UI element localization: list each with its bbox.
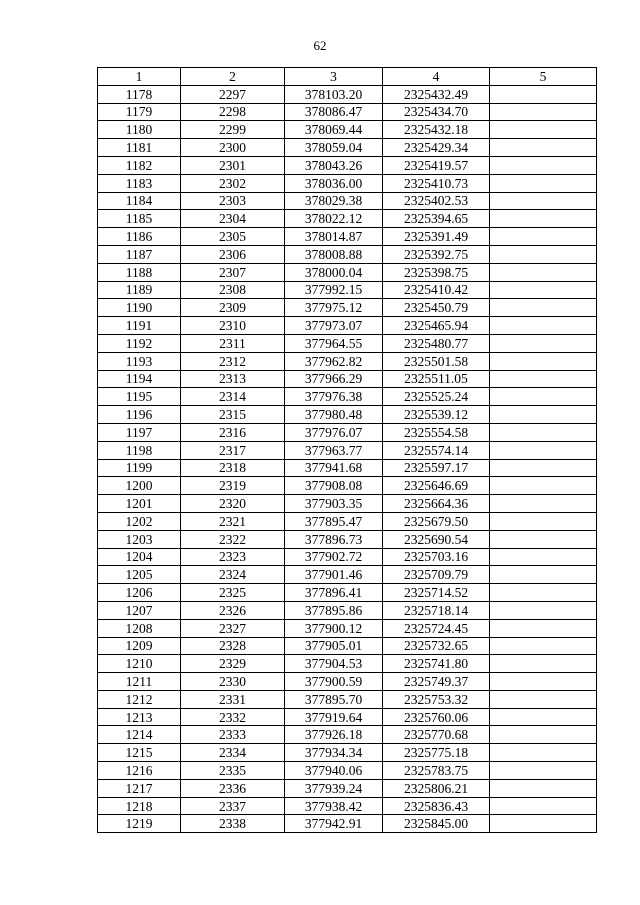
point-number-cell: 2305 <box>181 228 285 246</box>
point-index-cell: 1216 <box>98 762 181 780</box>
point-index-cell: 1202 <box>98 512 181 530</box>
point-number-cell: 2335 <box>181 762 285 780</box>
table-row <box>98 245 597 263</box>
x-coordinate-cell: 378022.12 <box>285 210 383 228</box>
y-coordinate-cell: 2325398.75 <box>383 263 490 281</box>
note-cell <box>490 548 597 566</box>
x-coordinate-cell: 377942.91 <box>285 815 383 833</box>
point-number-cell: 2317 <box>181 441 285 459</box>
point-index-cell: 1186 <box>98 228 181 246</box>
y-coordinate-cell: 2325741.80 <box>383 655 490 673</box>
y-coordinate-cell: 2325690.54 <box>383 530 490 548</box>
point-number-cell: 2331 <box>181 690 285 708</box>
point-index-cell: 1178 <box>98 85 181 103</box>
table-row <box>98 334 597 352</box>
y-coordinate-cell: 2325806.21 <box>383 779 490 797</box>
point-index-cell: 1203 <box>98 530 181 548</box>
note-cell <box>490 690 597 708</box>
point-number-cell: 2319 <box>181 477 285 495</box>
note-cell <box>490 762 597 780</box>
x-coordinate-cell: 377895.70 <box>285 690 383 708</box>
y-coordinate-cell: 2325709.79 <box>383 566 490 584</box>
x-coordinate-cell: 377919.64 <box>285 708 383 726</box>
x-coordinate-cell: 377938.42 <box>285 797 383 815</box>
table-row <box>98 459 597 477</box>
point-index-cell: 1201 <box>98 495 181 513</box>
table-header-row <box>98 68 597 86</box>
point-number-cell: 2318 <box>181 459 285 477</box>
y-coordinate-cell: 2325434.70 <box>383 103 490 121</box>
note-cell <box>490 281 597 299</box>
table-row <box>98 690 597 708</box>
note-cell <box>490 423 597 441</box>
point-number-cell: 2304 <box>181 210 285 228</box>
point-index-cell: 1184 <box>98 192 181 210</box>
point-number-cell: 2297 <box>181 85 285 103</box>
note-cell <box>490 441 597 459</box>
x-coordinate-cell: 377903.35 <box>285 495 383 513</box>
y-coordinate-cell: 2325501.58 <box>383 352 490 370</box>
x-coordinate-cell: 377962.82 <box>285 352 383 370</box>
column-header-4: 4 <box>383 68 490 86</box>
y-coordinate-cell: 2325429.34 <box>383 139 490 157</box>
x-coordinate-cell: 377900.59 <box>285 673 383 691</box>
note-cell <box>490 530 597 548</box>
point-number-cell: 2321 <box>181 512 285 530</box>
y-coordinate-cell: 2325511.05 <box>383 370 490 388</box>
point-number-cell: 2338 <box>181 815 285 833</box>
x-coordinate-cell: 378036.00 <box>285 174 383 192</box>
note-cell <box>490 673 597 691</box>
table-row <box>98 281 597 299</box>
y-coordinate-cell: 2325391.49 <box>383 228 490 246</box>
note-cell <box>490 156 597 174</box>
point-index-cell: 1200 <box>98 477 181 495</box>
y-coordinate-cell: 2325664.36 <box>383 495 490 513</box>
x-coordinate-cell: 377934.34 <box>285 744 383 762</box>
point-number-cell: 2322 <box>181 530 285 548</box>
point-number-cell: 2333 <box>181 726 285 744</box>
table-row <box>98 263 597 281</box>
y-coordinate-cell: 2325718.14 <box>383 601 490 619</box>
table-row <box>98 815 597 833</box>
note-cell <box>490 815 597 833</box>
table-row <box>98 156 597 174</box>
point-number-cell: 2306 <box>181 245 285 263</box>
point-index-cell: 1187 <box>98 245 181 263</box>
y-coordinate-cell: 2325480.77 <box>383 334 490 352</box>
note-cell <box>490 210 597 228</box>
note-cell <box>490 459 597 477</box>
x-coordinate-cell: 378069.44 <box>285 121 383 139</box>
table-row <box>98 744 597 762</box>
x-coordinate-cell: 377976.07 <box>285 423 383 441</box>
y-coordinate-cell: 2325574.14 <box>383 441 490 459</box>
point-index-cell: 1204 <box>98 548 181 566</box>
x-coordinate-cell: 377940.06 <box>285 762 383 780</box>
table-row <box>98 637 597 655</box>
point-index-cell: 1215 <box>98 744 181 762</box>
point-number-cell: 2327 <box>181 619 285 637</box>
point-index-cell: 1199 <box>98 459 181 477</box>
point-index-cell: 1212 <box>98 690 181 708</box>
table-row <box>98 406 597 424</box>
note-cell <box>490 174 597 192</box>
table-row <box>98 726 597 744</box>
table-row <box>98 530 597 548</box>
x-coordinate-cell: 378086.47 <box>285 103 383 121</box>
note-cell <box>490 637 597 655</box>
y-coordinate-cell: 2325753.32 <box>383 690 490 708</box>
table-row <box>98 299 597 317</box>
table-row <box>98 762 597 780</box>
point-index-cell: 1206 <box>98 584 181 602</box>
note-cell <box>490 263 597 281</box>
y-coordinate-cell: 2325432.49 <box>383 85 490 103</box>
point-index-cell: 1182 <box>98 156 181 174</box>
x-coordinate-cell: 377975.12 <box>285 299 383 317</box>
note-cell <box>490 477 597 495</box>
point-index-cell: 1205 <box>98 566 181 584</box>
table-row <box>98 174 597 192</box>
x-coordinate-cell: 377905.01 <box>285 637 383 655</box>
y-coordinate-cell: 2325554.58 <box>383 423 490 441</box>
y-coordinate-cell: 2325392.75 <box>383 245 490 263</box>
table-row <box>98 619 597 637</box>
point-number-cell: 2299 <box>181 121 285 139</box>
point-index-cell: 1189 <box>98 281 181 299</box>
point-number-cell: 2298 <box>181 103 285 121</box>
x-coordinate-cell: 377941.68 <box>285 459 383 477</box>
table-row <box>98 370 597 388</box>
note-cell <box>490 655 597 673</box>
table-row <box>98 210 597 228</box>
y-coordinate-cell: 2325394.65 <box>383 210 490 228</box>
note-cell <box>490 512 597 530</box>
note-cell <box>490 779 597 797</box>
note-cell <box>490 495 597 513</box>
point-number-cell: 2330 <box>181 673 285 691</box>
point-number-cell: 2337 <box>181 797 285 815</box>
point-index-cell: 1217 <box>98 779 181 797</box>
note-cell <box>490 388 597 406</box>
y-coordinate-cell: 2325525.24 <box>383 388 490 406</box>
y-coordinate-cell: 2325465.94 <box>383 317 490 335</box>
point-index-cell: 1192 <box>98 334 181 352</box>
table-row <box>98 548 597 566</box>
table-row <box>98 584 597 602</box>
table-row <box>98 352 597 370</box>
point-number-cell: 2334 <box>181 744 285 762</box>
x-coordinate-cell: 377973.07 <box>285 317 383 335</box>
y-coordinate-cell: 2325419.57 <box>383 156 490 174</box>
point-index-cell: 1210 <box>98 655 181 673</box>
x-coordinate-cell: 378008.88 <box>285 245 383 263</box>
point-index-cell: 1181 <box>98 139 181 157</box>
point-number-cell: 2303 <box>181 192 285 210</box>
point-number-cell: 2311 <box>181 334 285 352</box>
note-cell <box>490 601 597 619</box>
x-coordinate-cell: 377896.41 <box>285 584 383 602</box>
x-coordinate-cell: 378014.87 <box>285 228 383 246</box>
note-cell <box>490 228 597 246</box>
point-index-cell: 1190 <box>98 299 181 317</box>
table-row <box>98 477 597 495</box>
x-coordinate-cell: 378043.26 <box>285 156 383 174</box>
point-index-cell: 1197 <box>98 423 181 441</box>
y-coordinate-cell: 2325732.65 <box>383 637 490 655</box>
y-coordinate-cell: 2325724.45 <box>383 619 490 637</box>
point-number-cell: 2323 <box>181 548 285 566</box>
point-index-cell: 1179 <box>98 103 181 121</box>
y-coordinate-cell: 2325410.73 <box>383 174 490 192</box>
table-row <box>98 192 597 210</box>
y-coordinate-cell: 2325836.43 <box>383 797 490 815</box>
table-row <box>98 139 597 157</box>
note-cell <box>490 139 597 157</box>
x-coordinate-cell: 378059.04 <box>285 139 383 157</box>
note-cell <box>490 85 597 103</box>
table-row <box>98 228 597 246</box>
x-coordinate-cell: 377902.72 <box>285 548 383 566</box>
y-coordinate-cell: 2325402.53 <box>383 192 490 210</box>
note-cell <box>490 299 597 317</box>
point-number-cell: 2314 <box>181 388 285 406</box>
x-coordinate-cell: 378029.38 <box>285 192 383 210</box>
y-coordinate-cell: 2325679.50 <box>383 512 490 530</box>
note-cell <box>490 192 597 210</box>
coordinates-table <box>97 67 597 833</box>
note-cell <box>490 708 597 726</box>
point-index-cell: 1188 <box>98 263 181 281</box>
x-coordinate-cell: 377908.08 <box>285 477 383 495</box>
point-index-cell: 1198 <box>98 441 181 459</box>
point-index-cell: 1213 <box>98 708 181 726</box>
table-row <box>98 797 597 815</box>
x-coordinate-cell: 378000.04 <box>285 263 383 281</box>
point-index-cell: 1193 <box>98 352 181 370</box>
note-cell <box>490 406 597 424</box>
point-index-cell: 1207 <box>98 601 181 619</box>
point-index-cell: 1218 <box>98 797 181 815</box>
y-coordinate-cell: 2325703.16 <box>383 548 490 566</box>
table-row <box>98 423 597 441</box>
table-row <box>98 495 597 513</box>
point-number-cell: 2302 <box>181 174 285 192</box>
point-number-cell: 2309 <box>181 299 285 317</box>
point-number-cell: 2329 <box>181 655 285 673</box>
point-index-cell: 1196 <box>98 406 181 424</box>
y-coordinate-cell: 2325597.17 <box>383 459 490 477</box>
point-number-cell: 2325 <box>181 584 285 602</box>
point-index-cell: 1208 <box>98 619 181 637</box>
note-cell <box>490 317 597 335</box>
y-coordinate-cell: 2325646.69 <box>383 477 490 495</box>
table-row <box>98 779 597 797</box>
point-number-cell: 2320 <box>181 495 285 513</box>
point-index-cell: 1195 <box>98 388 181 406</box>
note-cell <box>490 370 597 388</box>
note-cell <box>490 797 597 815</box>
x-coordinate-cell: 377895.86 <box>285 601 383 619</box>
table-row <box>98 388 597 406</box>
point-number-cell: 2324 <box>181 566 285 584</box>
x-coordinate-cell: 377900.12 <box>285 619 383 637</box>
point-index-cell: 1214 <box>98 726 181 744</box>
y-coordinate-cell: 2325714.52 <box>383 584 490 602</box>
column-header-3: 3 <box>285 68 383 86</box>
table-row <box>98 103 597 121</box>
table-row <box>98 655 597 673</box>
x-coordinate-cell: 377964.55 <box>285 334 383 352</box>
point-number-cell: 2332 <box>181 708 285 726</box>
point-index-cell: 1194 <box>98 370 181 388</box>
point-number-cell: 2307 <box>181 263 285 281</box>
point-number-cell: 2301 <box>181 156 285 174</box>
note-cell <box>490 352 597 370</box>
x-coordinate-cell: 377904.53 <box>285 655 383 673</box>
table-body <box>98 68 597 833</box>
x-coordinate-cell: 377976.38 <box>285 388 383 406</box>
x-coordinate-cell: 377980.48 <box>285 406 383 424</box>
point-number-cell: 2312 <box>181 352 285 370</box>
note-cell <box>490 584 597 602</box>
column-header-1: 1 <box>98 68 181 86</box>
note-cell <box>490 726 597 744</box>
table-row <box>98 566 597 584</box>
note-cell <box>490 744 597 762</box>
point-index-cell: 1185 <box>98 210 181 228</box>
table-row <box>98 121 597 139</box>
x-coordinate-cell: 377896.73 <box>285 530 383 548</box>
point-number-cell: 2300 <box>181 139 285 157</box>
point-number-cell: 2308 <box>181 281 285 299</box>
x-coordinate-cell: 378103.20 <box>285 85 383 103</box>
table-row <box>98 601 597 619</box>
note-cell <box>490 334 597 352</box>
point-index-cell: 1209 <box>98 637 181 655</box>
note-cell <box>490 103 597 121</box>
point-number-cell: 2313 <box>181 370 285 388</box>
point-number-cell: 2328 <box>181 637 285 655</box>
point-number-cell: 2315 <box>181 406 285 424</box>
table-row <box>98 85 597 103</box>
point-number-cell: 2310 <box>181 317 285 335</box>
point-index-cell: 1183 <box>98 174 181 192</box>
y-coordinate-cell: 2325749.37 <box>383 673 490 691</box>
y-coordinate-cell: 2325770.68 <box>383 726 490 744</box>
point-index-cell: 1180 <box>98 121 181 139</box>
y-coordinate-cell: 2325760.06 <box>383 708 490 726</box>
table-row <box>98 512 597 530</box>
point-index-cell: 1191 <box>98 317 181 335</box>
column-header-2: 2 <box>181 68 285 86</box>
x-coordinate-cell: 377926.18 <box>285 726 383 744</box>
x-coordinate-cell: 377992.15 <box>285 281 383 299</box>
y-coordinate-cell: 2325845.00 <box>383 815 490 833</box>
x-coordinate-cell: 377963.77 <box>285 441 383 459</box>
point-index-cell: 1211 <box>98 673 181 691</box>
page-number: 62 <box>313 38 327 53</box>
y-coordinate-cell: 2325432.18 <box>383 121 490 139</box>
point-number-cell: 2326 <box>181 601 285 619</box>
note-cell <box>490 566 597 584</box>
x-coordinate-cell: 377901.46 <box>285 566 383 584</box>
note-cell <box>490 245 597 263</box>
point-index-cell: 1219 <box>98 815 181 833</box>
y-coordinate-cell: 2325410.42 <box>383 281 490 299</box>
x-coordinate-cell: 377966.29 <box>285 370 383 388</box>
table-row <box>98 317 597 335</box>
x-coordinate-cell: 377939.24 <box>285 779 383 797</box>
note-cell <box>490 121 597 139</box>
x-coordinate-cell: 377895.47 <box>285 512 383 530</box>
point-number-cell: 2316 <box>181 423 285 441</box>
note-cell <box>490 619 597 637</box>
y-coordinate-cell: 2325783.75 <box>383 762 490 780</box>
table-row <box>98 673 597 691</box>
y-coordinate-cell: 2325450.79 <box>383 299 490 317</box>
column-header-5: 5 <box>490 68 597 86</box>
table-row <box>98 441 597 459</box>
point-number-cell: 2336 <box>181 779 285 797</box>
y-coordinate-cell: 2325775.18 <box>383 744 490 762</box>
y-coordinate-cell: 2325539.12 <box>383 406 490 424</box>
table-row <box>98 708 597 726</box>
